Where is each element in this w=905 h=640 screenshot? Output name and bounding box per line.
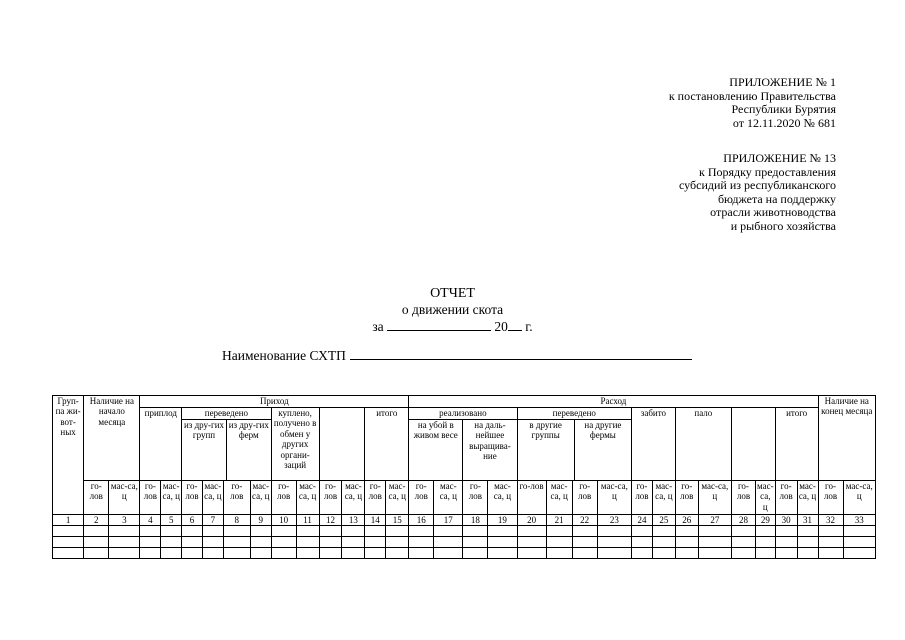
data-cell[interactable]	[409, 548, 434, 559]
unit-heads: го-лов	[223, 481, 250, 515]
data-cell[interactable]	[223, 548, 250, 559]
col-income-birth: приплод	[140, 408, 182, 481]
data-cell[interactable]	[182, 526, 203, 537]
data-row	[53, 548, 876, 559]
col-income-bought: куплено, получено в обмен у других органи-заций	[271, 408, 319, 481]
column-number: 9	[250, 515, 271, 526]
col-exp-slaughtered: забито	[632, 408, 676, 481]
column-number: 3	[109, 515, 140, 526]
livestock-movement-table	[52, 395, 876, 559]
exp-slaughter: на убой в живом весе	[409, 420, 463, 481]
data-cell[interactable]	[223, 526, 250, 537]
data-cell[interactable]	[342, 548, 365, 559]
data-cell[interactable]	[546, 526, 572, 537]
data-cell[interactable]	[818, 537, 843, 548]
column-number: 6	[182, 515, 203, 526]
report-period	[0, 318, 905, 335]
data-cell[interactable]	[365, 548, 386, 559]
data-cell[interactable]	[632, 526, 653, 537]
col-income: Приход	[140, 396, 409, 408]
col-income-transferred	[182, 408, 272, 481]
column-number: 26	[675, 515, 698, 526]
unit-mass: мас-са, ц	[698, 481, 731, 515]
data-cell[interactable]	[319, 526, 342, 537]
col-income-blank	[319, 408, 365, 481]
data-cell[interactable]	[517, 526, 546, 537]
column-number: 8	[223, 515, 250, 526]
exp-other-farms: на другие фермы	[584, 420, 622, 441]
data-cell[interactable]	[572, 537, 597, 548]
unit-mass: мас-са, ц	[434, 481, 463, 515]
unit-heads: го-лов	[84, 481, 109, 515]
exp-further: на даль-нейшее выращива-ние	[469, 420, 511, 462]
unit-mass: мас-са, ц	[386, 481, 409, 515]
data-cell[interactable]	[386, 526, 409, 537]
data-cell[interactable]	[409, 537, 434, 548]
data-cell[interactable]	[818, 526, 843, 537]
data-cell[interactable]	[202, 548, 223, 559]
unit-mass: мас-са, ц	[546, 481, 572, 515]
appendix-13-block	[679, 152, 836, 234]
column-number: 32	[818, 515, 843, 526]
data-cell[interactable]	[409, 526, 434, 537]
data-cell[interactable]	[818, 548, 843, 559]
data-cell[interactable]	[843, 526, 876, 537]
appendix-1-line: Республики Бурятия	[731, 102, 836, 117]
data-cell[interactable]	[546, 548, 572, 559]
appendix-1-block	[669, 76, 836, 130]
data-cell[interactable]	[755, 537, 775, 548]
column-number: 20	[517, 515, 546, 526]
unit-mass: мас-са, ц	[202, 481, 223, 515]
data-cell[interactable]	[386, 548, 409, 559]
data-cell[interactable]	[296, 548, 319, 559]
data-cell[interactable]	[109, 526, 140, 537]
data-cell[interactable]	[161, 526, 182, 537]
data-row	[53, 526, 876, 537]
appendix-13-line: к Порядку предоставления	[698, 164, 836, 179]
column-number: 5	[161, 515, 182, 526]
data-cell[interactable]	[843, 537, 876, 548]
unit-mass: мас-са, ц	[652, 481, 675, 515]
unit-mass: мас-са, ц	[843, 481, 876, 515]
data-cell[interactable]	[84, 526, 109, 537]
column-number: 11	[296, 515, 319, 526]
data-cell[interactable]	[572, 526, 597, 537]
data-cell[interactable]	[775, 526, 797, 537]
unit-heads: го-лов	[632, 481, 653, 515]
column-number: 33	[843, 515, 876, 526]
data-cell[interactable]	[53, 548, 84, 559]
col-exp-blank	[731, 408, 775, 481]
unit-heads: го-лов	[182, 481, 203, 515]
unit-heads: го-лов	[572, 481, 597, 515]
data-cell[interactable]	[386, 537, 409, 548]
data-cell[interactable]	[698, 526, 731, 537]
exp-transferred-label: переведено	[518, 408, 632, 420]
units-row	[53, 481, 876, 515]
column-numbers-row	[53, 515, 876, 526]
income-from-groups: из дру-гих групп	[182, 420, 226, 481]
data-row	[53, 537, 876, 548]
data-cell[interactable]	[755, 548, 775, 559]
column-number: 17	[434, 515, 463, 526]
column-number: 31	[797, 515, 818, 526]
data-cell[interactable]	[675, 537, 698, 548]
data-cell[interactable]	[632, 548, 653, 559]
data-cell[interactable]	[140, 526, 161, 537]
data-cell[interactable]	[632, 537, 653, 548]
column-number: 7	[202, 515, 223, 526]
data-cell[interactable]	[517, 537, 546, 548]
unit-heads: го-лов	[463, 481, 488, 515]
unit-mass: мас-са, ц	[597, 481, 631, 515]
data-cell[interactable]	[202, 526, 223, 537]
appendix-13-line: и рыбного хозяйства	[730, 218, 836, 233]
data-cell[interactable]	[271, 526, 296, 537]
column-number: 10	[271, 515, 296, 526]
data-cell[interactable]	[797, 537, 818, 548]
data-cell[interactable]	[675, 526, 698, 537]
unit-heads: го-лов	[365, 481, 386, 515]
unit-heads: го-лов	[517, 481, 546, 515]
data-cell[interactable]	[517, 548, 546, 559]
column-number: 25	[652, 515, 675, 526]
column-number: 12	[319, 515, 342, 526]
unit-heads: го-лов	[271, 481, 296, 515]
data-cell[interactable]	[161, 537, 182, 548]
unit-mass: мас-са, ц	[109, 481, 140, 515]
data-cell[interactable]	[250, 537, 271, 548]
data-cell[interactable]	[250, 526, 271, 537]
col-exp-transferred	[517, 408, 632, 481]
exp-other-groups: в другие группы	[518, 420, 575, 481]
data-cell[interactable]	[755, 526, 775, 537]
unit-heads: го-лов	[409, 481, 434, 515]
data-cell[interactable]	[342, 537, 365, 548]
org-name-row	[222, 347, 692, 364]
column-number: 22	[572, 515, 597, 526]
org-name-blank[interactable]	[350, 347, 692, 360]
report-header	[0, 286, 905, 335]
data-cell[interactable]	[731, 537, 755, 548]
data-cell[interactable]	[365, 537, 386, 548]
data-cell[interactable]	[546, 537, 572, 548]
data-cell[interactable]	[797, 526, 818, 537]
unit-mass: мас-са, ц	[755, 481, 775, 515]
data-cell[interactable]	[731, 548, 755, 559]
appendix-13-line: субсидий из республиканского	[679, 178, 836, 193]
data-cell[interactable]	[109, 537, 140, 548]
data-cell[interactable]	[597, 537, 631, 548]
data-cell[interactable]	[53, 537, 84, 548]
appendix-13-line: ПРИЛОЖЕНИЕ № 13	[723, 151, 836, 165]
data-cell[interactable]	[84, 548, 109, 559]
appendix-13-line: отрасли животноводства	[710, 205, 836, 220]
data-cell[interactable]	[434, 548, 463, 559]
column-number: 16	[409, 515, 434, 526]
column-number: 28	[731, 515, 755, 526]
col-start-balance: Наличие на начало месяца	[84, 396, 140, 481]
data-cell[interactable]	[109, 548, 140, 559]
income-transferred-label: переведено	[182, 408, 271, 420]
data-cell[interactable]	[140, 548, 161, 559]
column-number: 13	[342, 515, 365, 526]
period-suffix: г.	[525, 319, 533, 334]
column-number: 24	[632, 515, 653, 526]
exp-sold-label: реализовано	[409, 408, 516, 420]
column-number: 23	[597, 515, 631, 526]
data-cell[interactable]	[365, 526, 386, 537]
unit-mass: мас-са, ц	[161, 481, 182, 515]
unit-heads: го-лов	[818, 481, 843, 515]
col-expense: Расход	[409, 396, 818, 408]
column-number: 27	[698, 515, 731, 526]
column-number: 30	[775, 515, 797, 526]
data-cell[interactable]	[463, 526, 488, 537]
data-cell[interactable]	[53, 526, 84, 537]
column-number: 1	[53, 515, 84, 526]
report-subtitle: о движении скота	[401, 302, 504, 317]
col-income-total: итого	[365, 408, 409, 481]
unit-heads: го-лов	[731, 481, 755, 515]
data-cell[interactable]	[488, 526, 517, 537]
col-group: Груп-па жи-вот-ных	[53, 396, 84, 515]
unit-mass: мас-са, ц	[488, 481, 517, 515]
data-cell[interactable]	[698, 548, 731, 559]
data-cell[interactable]	[202, 537, 223, 548]
data-cell[interactable]	[296, 537, 319, 548]
unit-mass: мас-са, ц	[250, 481, 271, 515]
data-cell[interactable]	[434, 537, 463, 548]
data-cell[interactable]	[843, 548, 876, 559]
column-number: 4	[140, 515, 161, 526]
data-cell[interactable]	[731, 526, 755, 537]
data-cell[interactable]	[597, 526, 631, 537]
data-cell[interactable]	[463, 548, 488, 559]
data-cell[interactable]	[319, 548, 342, 559]
column-number: 21	[546, 515, 572, 526]
data-cell[interactable]	[223, 537, 250, 548]
data-cell[interactable]	[182, 537, 203, 548]
appendix-1-line: от 12.11.2020 № 681	[732, 115, 836, 130]
data-cell[interactable]	[434, 526, 463, 537]
unit-heads: го-лов	[775, 481, 797, 515]
data-cell[interactable]	[597, 548, 631, 559]
data-cell[interactable]	[161, 548, 182, 559]
col-exp-sold	[409, 408, 517, 481]
appendix-13-line: бюджета на поддержку	[717, 191, 836, 206]
period-year: 20	[494, 319, 508, 334]
data-cell[interactable]	[488, 537, 517, 548]
col-exp-dead: пало	[675, 408, 731, 481]
data-cell[interactable]	[775, 537, 797, 548]
data-cell[interactable]	[182, 548, 203, 559]
data-cell[interactable]	[271, 537, 296, 548]
data-cell[interactable]	[250, 548, 271, 559]
data-cell[interactable]	[572, 548, 597, 559]
column-number: 18	[463, 515, 488, 526]
income-from-farms: из дру-гих ферм	[228, 420, 269, 441]
unit-mass: мас-са, ц	[342, 481, 365, 515]
column-number: 2	[84, 515, 109, 526]
data-cell[interactable]	[652, 526, 675, 537]
year-blank[interactable]	[508, 318, 522, 331]
data-cell[interactable]	[463, 537, 488, 548]
unit-mass: мас-са, ц	[296, 481, 319, 515]
data-cell[interactable]	[488, 548, 517, 559]
unit-heads: го-лов	[675, 481, 698, 515]
period-blank[interactable]	[387, 318, 491, 331]
data-cell[interactable]	[342, 526, 365, 537]
org-name-label: Наименование СХТП	[222, 348, 346, 363]
data-cell[interactable]	[698, 537, 731, 548]
appendix-1-line: ПРИЛОЖЕНИЕ № 1	[729, 75, 836, 89]
column-number: 15	[386, 515, 409, 526]
col-end-balance: Наличие на конец месяца	[818, 396, 875, 481]
column-number: 14	[365, 515, 386, 526]
unit-heads: го-лов	[319, 481, 342, 515]
data-cell[interactable]	[652, 537, 675, 548]
period-prefix: за	[372, 319, 384, 334]
unit-heads: го-лов	[140, 481, 161, 515]
report-title: ОТЧЕТ	[430, 286, 475, 301]
data-cell[interactable]	[797, 548, 818, 559]
data-cell[interactable]	[775, 548, 797, 559]
data-cell[interactable]	[652, 548, 675, 559]
data-cell[interactable]	[271, 548, 296, 559]
data-cell[interactable]	[675, 548, 698, 559]
column-number: 29	[755, 515, 775, 526]
appendix-1-line: к постановлению Правительства	[668, 88, 836, 103]
data-cell[interactable]	[319, 537, 342, 548]
column-number: 19	[488, 515, 517, 526]
data-cell[interactable]	[296, 526, 319, 537]
data-cell[interactable]	[84, 537, 109, 548]
unit-mass: мас-са, ц	[797, 481, 818, 515]
col-exp-total: итого	[775, 408, 818, 481]
data-cell[interactable]	[140, 537, 161, 548]
